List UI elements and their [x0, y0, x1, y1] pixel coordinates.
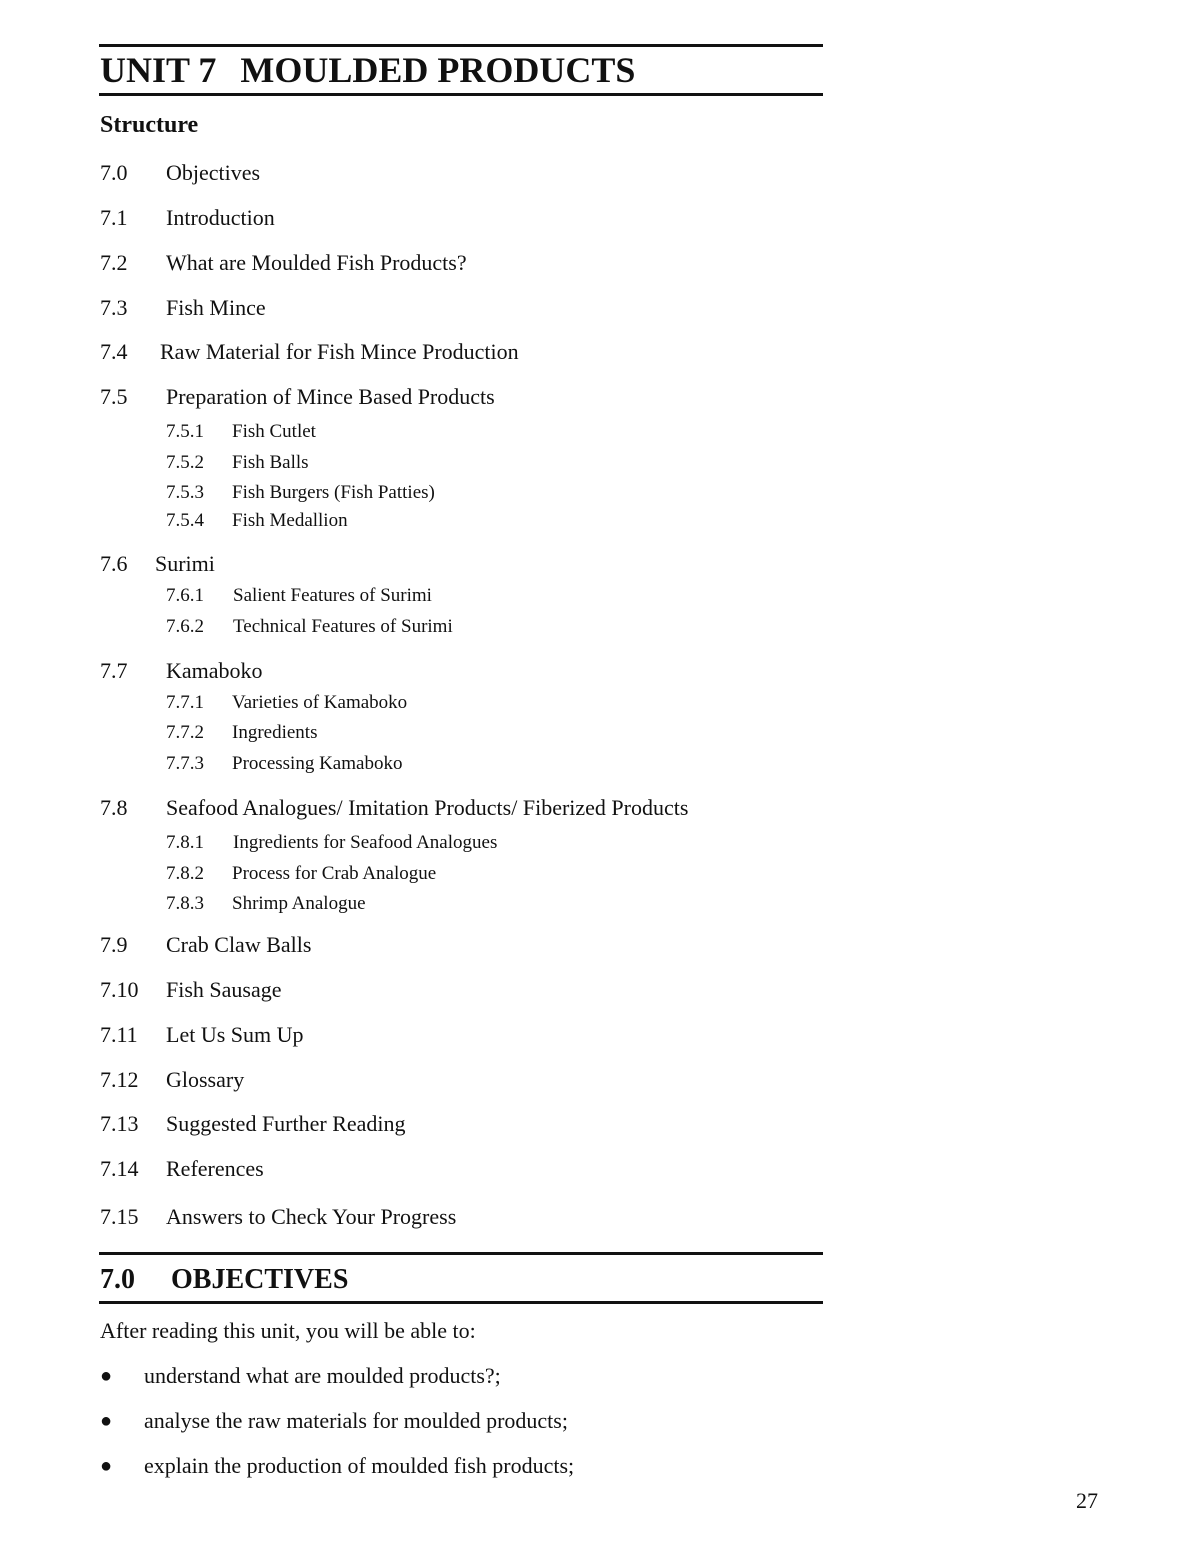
toc-number: 7.0 [100, 160, 128, 185]
objectives-title: OBJECTIVES [171, 1264, 349, 1295]
toc-number: 7.6.2 [166, 616, 204, 637]
toc-number: 7.6.1 [166, 585, 204, 606]
toc-number: 7.6 [100, 551, 128, 576]
toc-number: 7.5.2 [166, 452, 204, 473]
toc-number: 7.15 [100, 1204, 139, 1229]
toc-label: Technical Features of Surimi [233, 616, 453, 637]
toc-label: Raw Material for Fish Mince Production [160, 339, 519, 364]
toc-label: Process for Crab Analogue [232, 863, 437, 884]
toc-label: Crab Claw Balls [166, 932, 312, 957]
toc-number: 7.7.1 [166, 692, 204, 713]
toc-number: 7.7.3 [166, 753, 204, 774]
bullet-text: explain the production of moulded fish products; [144, 1453, 575, 1478]
bullet-text: understand what are moulded products?; [144, 1363, 501, 1388]
objectives-top-rule [99, 1252, 823, 1255]
toc-label: Processing Kamaboko [232, 753, 403, 774]
toc-number: 7.4 [100, 339, 128, 364]
toc-number: 7.13 [100, 1111, 139, 1136]
toc-number: 7.5.1 [166, 421, 204, 442]
toc-label: Surimi [155, 551, 215, 576]
toc-number: 7.8.1 [166, 832, 204, 853]
toc-label: Shrimp Analogue [232, 893, 366, 914]
toc-label: Preparation of Mince Based Products [166, 384, 495, 409]
toc-label: Objectives [166, 160, 261, 185]
toc-number: 7.11 [100, 1022, 138, 1047]
toc-number: 7.5.4 [166, 510, 204, 531]
unit-title [100, 50, 635, 90]
toc-number: 7.14 [100, 1156, 139, 1181]
objectives-bottom-rule [99, 1301, 823, 1304]
toc-label: Fish Mince [166, 295, 266, 320]
toc-label: Fish Balls [232, 452, 309, 473]
title-top-rule [99, 44, 823, 47]
objectives-number: 7.0 [100, 1264, 135, 1295]
title-bottom-rule [99, 93, 823, 96]
toc-number: 7.10 [100, 977, 139, 1002]
toc-number: 7.2 [100, 250, 128, 275]
toc-label: Kamaboko [166, 658, 263, 683]
toc-number: 7.12 [100, 1067, 139, 1092]
toc-label: Suggested Further Reading [166, 1111, 406, 1136]
toc-number: 7.3 [100, 295, 128, 320]
bullet-icon: ● [100, 1410, 113, 1432]
toc-number: 7.1 [100, 205, 128, 230]
page-number: 27 [1076, 1488, 1098, 1513]
toc-label: Seafood Analogues/ Imitation Products/ Fiberized Products [166, 795, 689, 820]
toc-number: 7.8.2 [166, 863, 204, 884]
toc-label: Fish Burgers (Fish Patties) [232, 482, 435, 503]
toc-label: References [166, 1156, 264, 1181]
unit-number: UNIT 7 [100, 50, 217, 90]
toc-label: What are Moulded Fish Products? [166, 250, 467, 275]
toc-number: 7.7.2 [166, 722, 204, 743]
bullet-icon: ● [100, 1455, 113, 1477]
toc-number: 7.9 [100, 932, 128, 957]
bullet-icon: ● [100, 1365, 113, 1387]
toc-label: Answers to Check Your Progress [166, 1204, 457, 1229]
toc-number: 7.5 [100, 384, 128, 409]
toc-label: Ingredients [232, 722, 318, 743]
toc-label: Ingredients for Seafood Analogues [233, 832, 498, 853]
toc-label: Introduction [166, 205, 275, 230]
toc-label: Fish Cutlet [232, 421, 316, 442]
toc-label: Let Us Sum Up [166, 1022, 304, 1047]
unit-name: MOULDED PRODUCTS [240, 50, 636, 90]
toc-label: Fish Sausage [166, 977, 282, 1002]
toc-number: 7.8 [100, 795, 128, 820]
structure-heading: Structure [100, 112, 199, 138]
toc-label: Glossary [166, 1067, 245, 1092]
toc-label: Salient Features of Surimi [233, 585, 432, 606]
bullet-text: analyse the raw materials for moulded products; [144, 1408, 568, 1433]
toc-label: Fish Medallion [232, 510, 348, 531]
toc-number: 7.8.3 [166, 893, 204, 914]
toc-number: 7.7 [100, 658, 128, 683]
toc-number: 7.5.3 [166, 482, 204, 503]
toc-label: Varieties of Kamaboko [232, 692, 408, 713]
objectives-intro: After reading this unit, you will be able to: [100, 1318, 476, 1343]
